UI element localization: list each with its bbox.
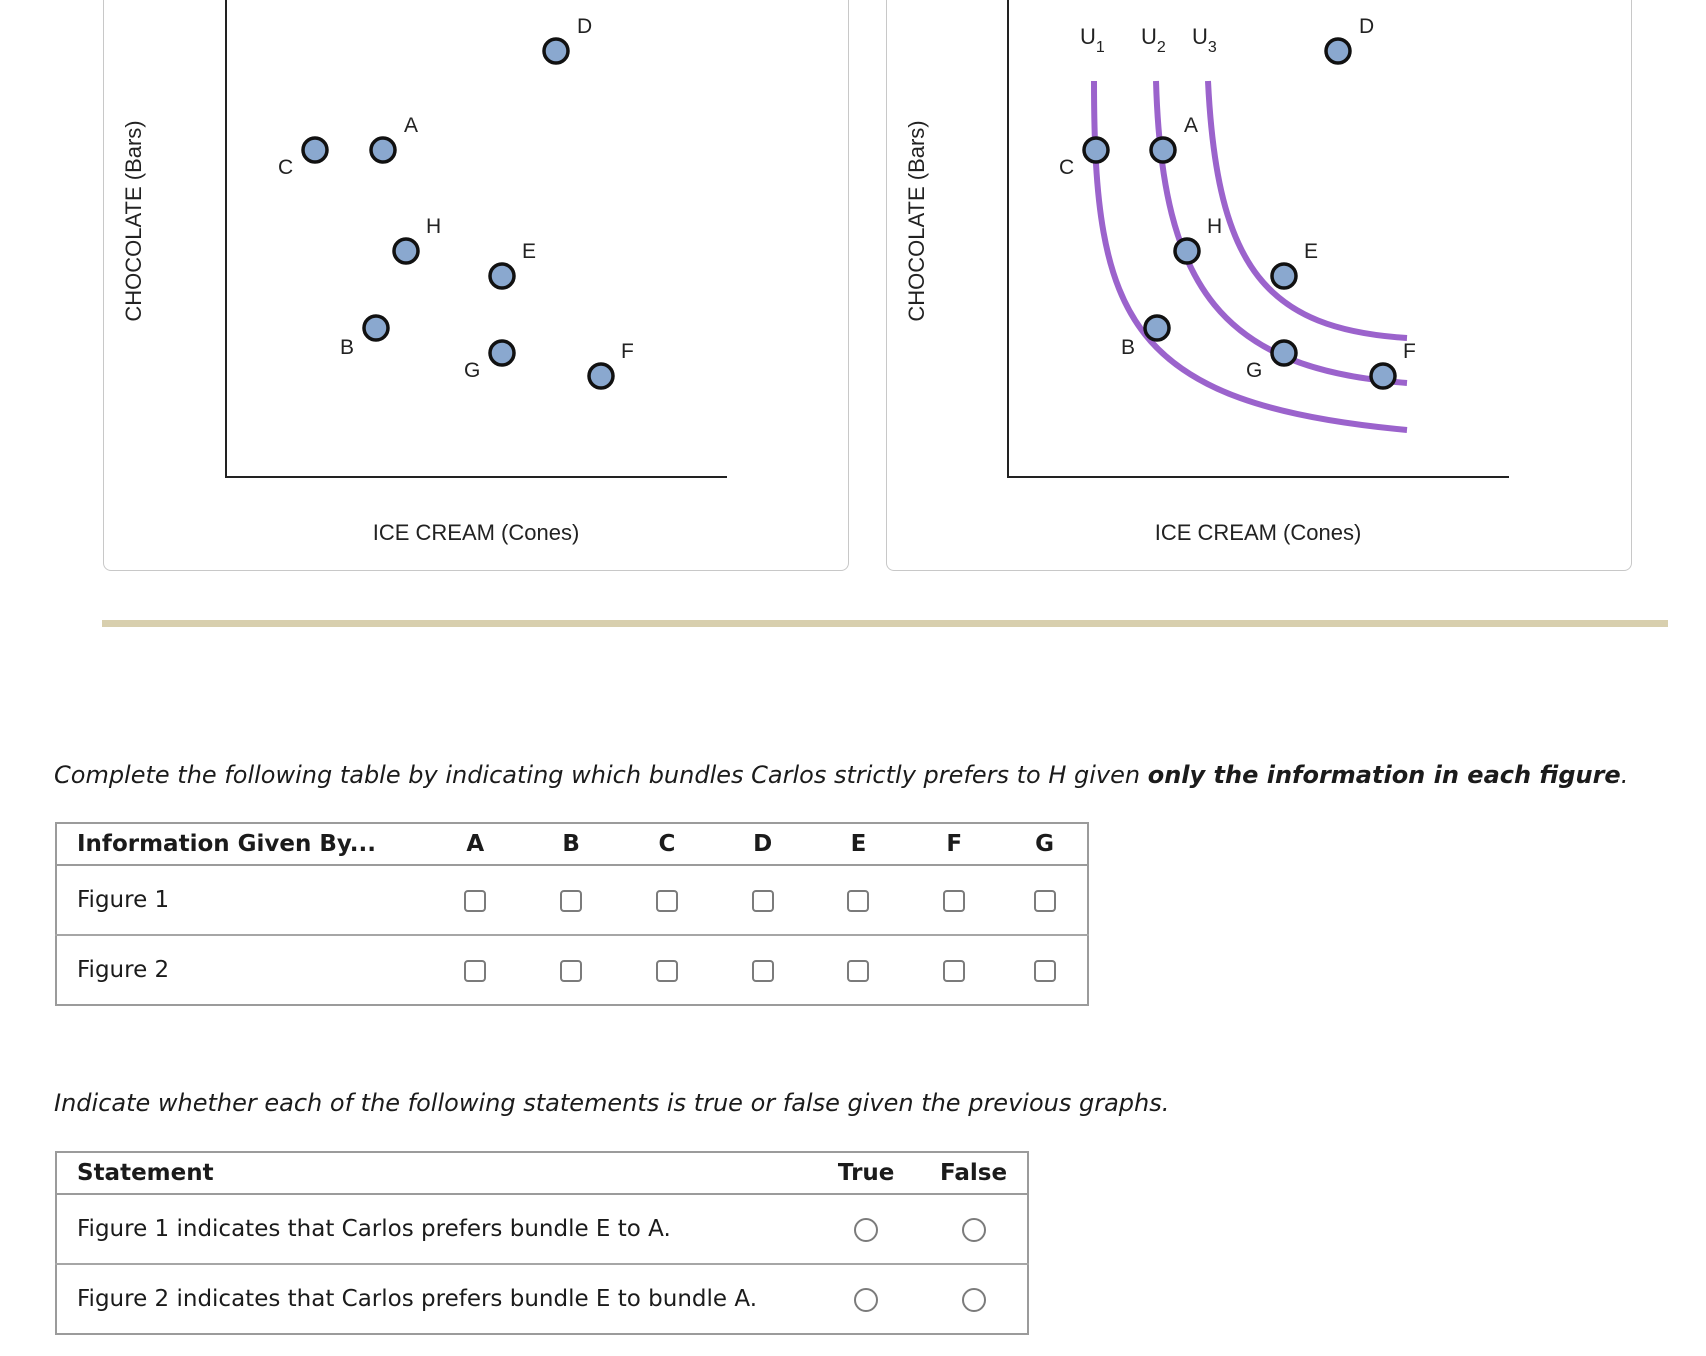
point-h[interactable]	[1175, 239, 1199, 263]
checkbox-figure-2-a[interactable]	[464, 960, 486, 982]
header-b: B	[523, 823, 619, 865]
point-e-label: E	[522, 240, 537, 263]
radio-statement-1-true[interactable]	[854, 1218, 878, 1242]
checkbox-figure-2-g[interactable]	[1034, 960, 1056, 982]
question-2-text: Indicate whether each of the following statements is true or false given the previous graphs.	[54, 1089, 1170, 1117]
figure-2-graph	[887, 0, 1632, 571]
y-axis-label: CHOCOLATE (Bars)	[121, 120, 146, 322]
header-information-given-by: Information Given By...	[56, 823, 427, 865]
table-row-figure-2	[56, 935, 1088, 1005]
checkbox-figure-2-c[interactable]	[656, 960, 678, 982]
question-1-text: Complete the following table by indicating which bundles Carlos strictly prefers to H given only the information in each figure.	[54, 761, 1629, 789]
point-b-label: B	[340, 336, 355, 359]
figure-1-graph	[104, 0, 849, 571]
point-c[interactable]	[1084, 138, 1108, 162]
header-d: D	[715, 823, 811, 865]
figure-2-panel	[886, 0, 1632, 571]
checkbox-figure-1-a[interactable]	[464, 890, 486, 912]
point-b[interactable]	[364, 316, 388, 340]
header-g: G	[1002, 823, 1088, 865]
point-e[interactable]	[490, 264, 514, 288]
statement-1-text: Figure 1 indicates that Carlos prefers bundle E to A.	[56, 1194, 812, 1264]
statement-table-header	[56, 1152, 1028, 1194]
header-c: C	[619, 823, 715, 865]
point-g[interactable]	[490, 341, 514, 365]
header-statement: Statement	[56, 1152, 812, 1194]
point-c-label: C	[278, 156, 294, 179]
table-row-statement-1	[56, 1194, 1028, 1264]
header-false: False	[920, 1152, 1028, 1194]
row-label-figure-2: Figure 2	[56, 935, 427, 1005]
point-g-label: G	[1246, 359, 1263, 382]
point-e-label: E	[1304, 240, 1319, 263]
header-a: A	[427, 823, 523, 865]
point-a[interactable]	[371, 138, 395, 162]
point-f-label: F	[1403, 340, 1416, 363]
checkbox-figure-1-f[interactable]	[943, 890, 965, 912]
checkbox-figure-1-g[interactable]	[1034, 890, 1056, 912]
point-c-label: C	[1059, 156, 1075, 179]
point-h-label: H	[426, 215, 442, 238]
curve-u1-label: $U_1$	[1080, 24, 1105, 56]
preference-table	[55, 822, 1089, 1006]
radio-statement-2-true[interactable]	[854, 1288, 878, 1312]
statement-table	[55, 1151, 1029, 1335]
section-divider	[102, 620, 1668, 627]
statement-2-text: Figure 2 indicates that Carlos prefers bundle E to bundle A.	[56, 1264, 812, 1334]
checkbox-figure-1-d[interactable]	[752, 890, 774, 912]
point-d[interactable]	[544, 39, 568, 63]
point-g-label: G	[464, 359, 481, 382]
header-e: E	[811, 823, 907, 865]
point-b-label: B	[1121, 336, 1136, 359]
header-f: F	[906, 823, 1002, 865]
curve-u2-label: $U_2$	[1141, 24, 1166, 56]
point-d[interactable]	[1326, 39, 1350, 63]
figure-1-panel	[103, 0, 849, 571]
curve-u3-label: $U_3$	[1192, 24, 1217, 56]
indifference-curve-u3	[1208, 81, 1407, 338]
point-b[interactable]	[1145, 316, 1169, 340]
point-a-label: A	[1184, 114, 1199, 137]
checkbox-figure-1-e[interactable]	[847, 890, 869, 912]
checkbox-figure-1-c[interactable]	[656, 890, 678, 912]
point-f-label: F	[621, 340, 634, 363]
preference-table-header	[56, 823, 1088, 865]
checkbox-figure-2-b[interactable]	[560, 960, 582, 982]
row-label-figure-1: Figure 1	[56, 865, 427, 935]
point-a-label: A	[404, 114, 419, 137]
point-d-label: D	[577, 15, 593, 38]
point-e[interactable]	[1272, 264, 1296, 288]
point-f[interactable]	[1371, 364, 1395, 388]
checkbox-figure-2-d[interactable]	[752, 960, 774, 982]
point-g[interactable]	[1272, 341, 1296, 365]
point-a[interactable]	[1151, 138, 1175, 162]
point-h-label: H	[1207, 215, 1223, 238]
header-true: True	[812, 1152, 920, 1194]
checkbox-figure-1-b[interactable]	[560, 890, 582, 912]
point-h[interactable]	[394, 239, 418, 263]
table-row-statement-2	[56, 1264, 1028, 1334]
checkbox-figure-2-f[interactable]	[943, 960, 965, 982]
checkbox-figure-2-e[interactable]	[847, 960, 869, 982]
point-c[interactable]	[303, 138, 327, 162]
radio-statement-2-false[interactable]	[962, 1288, 986, 1312]
point-f[interactable]	[589, 364, 613, 388]
table-row-figure-1	[56, 865, 1088, 935]
x-axis-label: ICE CREAM (Cones)	[372, 520, 580, 545]
radio-statement-1-false[interactable]	[962, 1218, 986, 1242]
point-d-label: D	[1359, 15, 1375, 38]
x-axis-label: ICE CREAM (Cones)	[1154, 520, 1362, 545]
y-axis-label: CHOCOLATE (Bars)	[904, 120, 929, 322]
